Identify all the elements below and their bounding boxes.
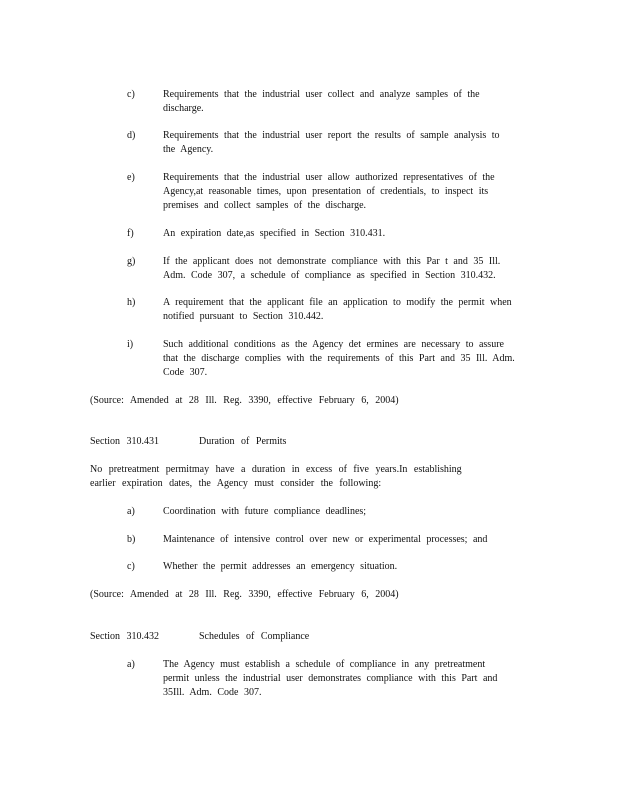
- item-text: If the applicant does not demonstrate compliance with this Par t and 35 Ill. Adm. Code 307, a schedule of compliance as specified in Section 310.432.: [163, 256, 501, 281]
- section-intro: No pretreatment permitmay have a duration in excess of five years.In establishing earlier expiration dates, the Agency must consider the following:: [90, 464, 462, 489]
- item-text: The Agency must establish a schedule of compliance in any pretreatment permit unless the industrial user demonstrates compliance with this Part and 35Ill. Adm. Code 307.: [163, 659, 498, 698]
- item-letter: c): [127, 89, 135, 100]
- section-number: Section 310.431: [90, 436, 159, 447]
- item-letter: a): [127, 659, 135, 670]
- item-letter: i): [127, 339, 134, 350]
- item-letter: f): [127, 228, 134, 239]
- source-note: (Source: Amended at 28 Ill. Reg. 3390, effective February 6, 2004): [90, 395, 399, 406]
- item-letter: c): [127, 561, 135, 572]
- item-letter: h): [127, 297, 136, 308]
- item-text: Requirements that the industrial user allow authorized representatives of the Agency,at reasonable times, upon presentation of credentials, to inspect its premises and collect samples of the discharge.: [163, 172, 495, 211]
- item-letter: e): [127, 172, 135, 183]
- section-title: Schedules of Compliance: [199, 631, 310, 642]
- item-text: Requirements that the industrial user report the results of sample analysis to the Agency.: [163, 130, 500, 155]
- item-letter: d): [127, 130, 136, 141]
- source-note: (Source: Amended at 28 Ill. Reg. 3390, effective February 6, 2004): [90, 589, 399, 600]
- section-title: Duration of Permits: [199, 436, 287, 447]
- item-text: Whether the permit addresses an emergency situation.: [163, 561, 398, 572]
- item-letter: b): [127, 534, 136, 545]
- item-text: Requirements that the industrial user collect and analyze samples of the discharge.: [163, 89, 480, 114]
- item-text: An expiration date,as specified in Section 310.431.: [163, 228, 386, 239]
- section-number: Section 310.432: [90, 631, 159, 642]
- item-text: A requirement that the applicant file an application to modify the permit when notified pursuant to Section 310.442.: [163, 297, 512, 322]
- item-text: Maintenance of intensive control over new or experimental processes; and: [163, 534, 488, 545]
- item-text: Coordination with future compliance deadlines;: [163, 506, 367, 517]
- item-letter: g): [127, 256, 136, 267]
- item-letter: a): [127, 506, 135, 517]
- item-text: Such additional conditions as the Agency det ermines are necessary to assure that the discharge complies with the requirements of this Part and 35 Ill. Adm. Code 307.: [163, 339, 515, 378]
